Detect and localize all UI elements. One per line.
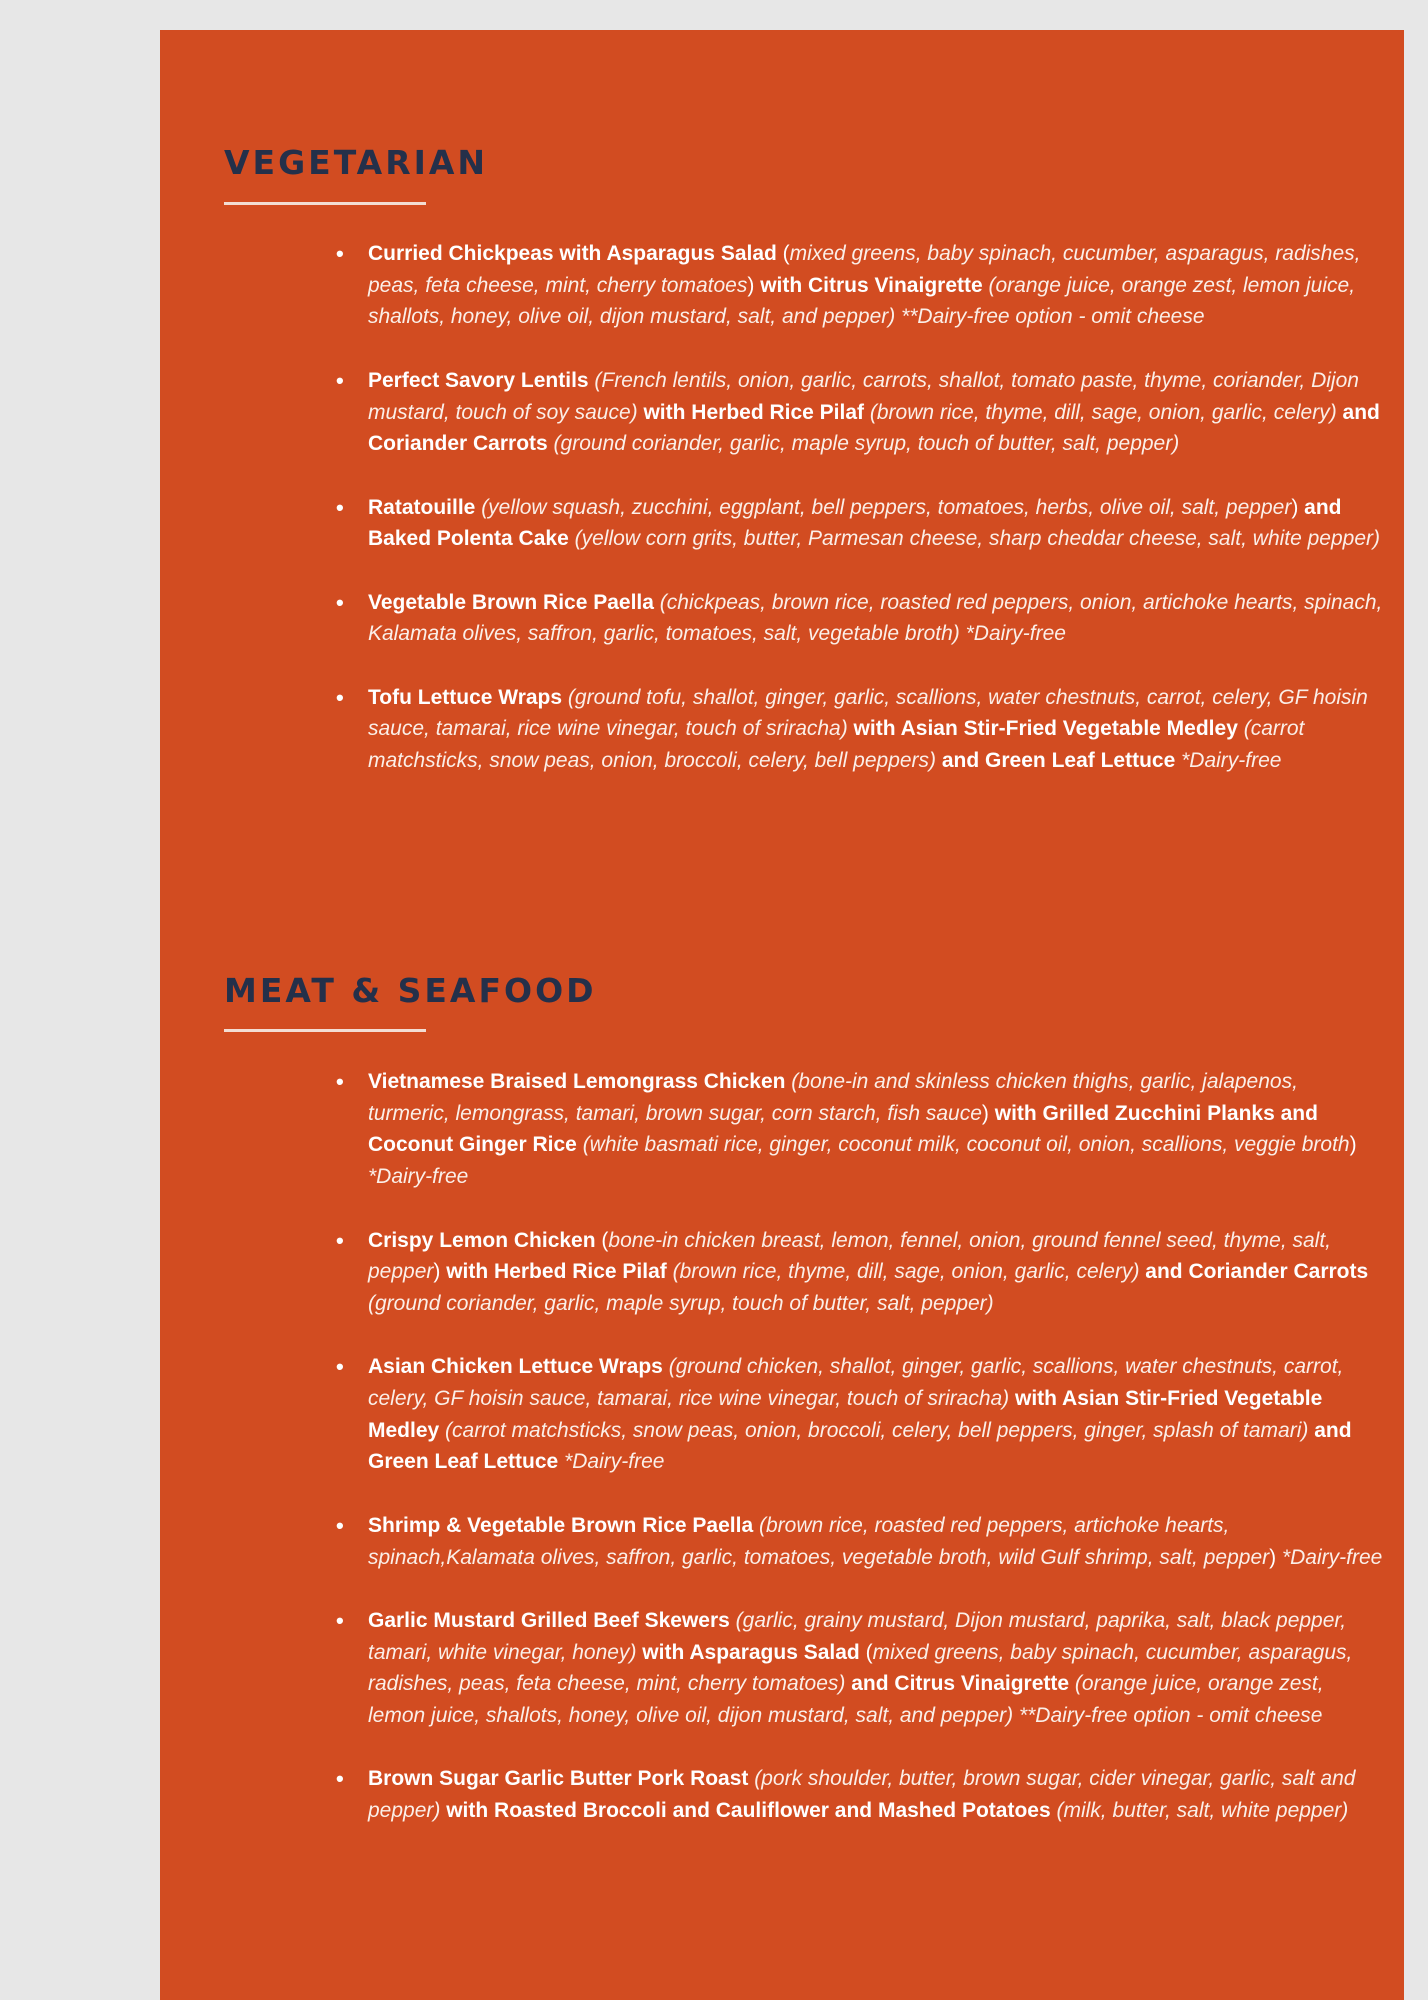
dish-name: and Green Leaf Lettuce [936,749,1176,773]
dish-name: with Herbed Rice Pilaf [446,1260,667,1284]
bullet-icon: • [336,1227,344,1253]
punctuation: ) [1349,1133,1357,1157]
ingredients: (orange juice, orange zest, lemon juice, shallots, honey, olive oil, dijon mustard, salt, and pepper) **Dairy-free option - omit cheese [368,1672,1324,1727]
punctuation: ) [981,1101,995,1125]
section-divider [224,1029,426,1032]
ingredients: (pork shoulder, butter, brown sugar, cider vinegar, garlic, salt and pepper) [368,1767,1356,1823]
dish-name: Perfect Savory Lentils [368,368,589,392]
dish-name: and Coriander Carrots [1139,1260,1369,1284]
menu-item-description [368,1070,1357,1188]
dish-name: and Green Leaf Lettuce [368,1418,1352,1474]
dish-name: Curried Chickpeas with Asparagus Salad [368,242,777,265]
ingredients: (brown rice, thyme, dill, sage, onion, garlic, celery) [666,1260,1140,1284]
menu-item [336,238,1384,333]
punctuation: ) [747,273,761,297]
menu-page [160,30,1404,2000]
dish-name: Tofu Lettuce Wraps [368,685,563,709]
dish-name: Garlic Mustard Grilled Beef Skewers [368,1608,730,1632]
dish-name: Vietnamese Braised Lemongrass Chicken [368,1070,786,1093]
menu-item-description [368,369,1380,455]
dish-name: with Asian Stir-Fried Vegetable Medley [368,1387,1323,1442]
dish-name: and Coriander Carrots [368,400,1380,456]
ingredients: (milk, butter, salt, white pepper) [1050,1799,1349,1823]
dish-name: and Citrus Vinaigrette [845,1672,1070,1696]
menu-item [336,1225,1384,1320]
bullet-icon: • [336,1354,344,1380]
dish-name: with Roasted Broccoli and Cauliflower and Mashed Potatoes [440,1799,1051,1823]
menu-item-description [368,1355,1352,1473]
menu-item-description [368,591,1382,646]
ingredients: *Dairy-free [1175,749,1282,773]
ingredients: *Dairy-free [1281,1545,1383,1569]
dish-name: with Asian Stir-Fried Vegetable Medley [847,717,1238,741]
menu-item [336,492,1384,555]
ingredients: (brown rice, thyme, dill, sage, onion, garlic, celery) [864,400,1337,424]
punctuation: ( [595,1228,609,1252]
menu-item [336,682,1384,777]
menu-item [336,1066,1384,1193]
dish-name: Vegetable Brown Rice Paella [368,590,654,614]
menu-item [336,1510,1384,1573]
menu-item [336,587,1384,650]
dish-name: Asian Chicken Lettuce Wraps [368,1355,663,1379]
punctuation: ) [433,1260,447,1284]
vegetarian-list [336,238,1384,777]
ingredients: (ground tofu, shallot, ginger, garlic, scallions, water chestnuts, carrot, celery, GF hoisin sauce, tamarai, rice wine vinegar, touch of sriracha) [368,685,1368,741]
ingredients: mixed greens, baby spinach, cucumber, asparagus, radishes, peas, feta cheese, mint, cherry tomatoes) [368,1640,1353,1696]
ingredients: (French lentils, onion, garlic, carrots, shallot, tomato paste, thyme, coriander, Dijon mustard, touch of soy sauce) [368,368,1359,424]
menu-item-description [368,1767,1355,1822]
punctuation: ( [776,242,790,265]
bullet-icon: • [336,684,344,710]
ingredients: (carrot matchsticks, snow peas, onion, broccoli, celery, bell peppers, ginger, splash of tamari) [439,1418,1309,1442]
dish-name: and Baked Polenta Cake [368,495,1342,551]
dish-name: Brown Sugar Garlic Butter Pork Roast [368,1767,749,1791]
menu-item [336,1763,1384,1826]
ingredients: (white basmati rice, ginger, coconut milk, coconut oil, onion, scallions, veggie broth [576,1133,1350,1157]
meat-seafood-list [336,1066,1384,1827]
bullet-icon: • [336,367,344,393]
menu-item-description [368,1609,1352,1727]
menu-item [336,1351,1384,1478]
menu-item-description [368,1229,1368,1315]
bullet-icon: • [336,1607,344,1633]
bullet-icon: • [336,241,344,266]
menu-item-description [368,686,1368,772]
menu-item-description [368,242,1361,328]
dish-name: Ratatouille [368,495,476,519]
ingredients: *Dairy-free [558,1450,665,1474]
ingredients: (ground coriander, garlic, maple syrup, touch of butter, salt, pepper) [368,1291,994,1315]
ingredients: (yellow corn grits, butter, Parmesan cheese, sharp cheddar cheese, salt, white pepper) [568,527,1381,551]
ingredients: (bone-in and skinless chicken thighs, garlic, jalapenos, turmeric, lemongrass, tamari, brown sugar, corn starch, fish sauce [368,1070,1298,1125]
menu-item-description [368,496,1380,551]
ingredients: (ground chicken, shallot, ginger, garlic, scallions, water chestnuts, carrot, celery, GF hoisin sauce, tamarai, rice wine vinegar, touch of sriracha) [368,1355,1344,1410]
dish-name: Shrimp & Vegetable Brown Rice Paella [368,1513,754,1537]
ingredients: (brown rice, roasted red peppers, artichoke hearts, spinach,Kalamata olives, saffron, garlic, tomatoes, vegetable broth, wild Gulf shrimp, salt, pepper [368,1513,1270,1569]
dish-name: with Grilled Zucchini Planks and Coconut Ginger Rice [368,1101,1318,1157]
bullet-icon: • [336,1512,344,1538]
ingredients: (orange juice, orange zest, lemon juice, shallots, honey, olive oil, dijon mustard, salt, and pepper) **Dairy-free option - omit cheese [368,273,1356,329]
bullet-icon: • [336,494,344,520]
ingredients: (chickpeas, brown rice, roasted red peppers, onion, artichoke hearts, spinach, Kalamata olives, saffron, garlic, tomatoes, salt, vegetable broth) *Dairy-free [368,590,1383,646]
dish-name: with Asparagus Salad [636,1640,860,1664]
section-title-meat-seafood: MEAT & SEAFOOD [224,971,597,1010]
ingredients: (carrot matchsticks, snow peas, onion, broccoli, celery, bell peppers) [368,717,1305,773]
ingredients: bone-in chicken breast, lemon, fennel, onion, ground fennel seed, thyme, salt, pepper [368,1228,1332,1284]
menu-item [336,365,1384,460]
bullet-icon: • [336,589,344,615]
dish-name: Crispy Lemon Chicken [368,1228,596,1252]
ingredients: (ground coriander, garlic, maple syrup, touch of butter, salt, pepper) [547,432,1180,456]
ingredients: (garlic, grainy mustard, Dijon mustard, paprika, salt, black pepper, tamari, white vinegar, honey) [368,1608,1347,1664]
ingredients: (yellow squash, zucchini, eggplant, bell peppers, tomatoes, herbs, olive oil, salt, pepper [475,495,1292,519]
ingredients: mixed greens, baby spinach, cucumber, asparagus, radishes, peas, feta cheese, mint, cherry tomatoes [368,242,1361,297]
bullet-icon: • [336,1766,344,1792]
punctuation: ( [859,1640,873,1664]
ingredients: *Dairy-free [368,1165,469,1189]
punctuation: ) [1269,1545,1282,1569]
bullet-icon: • [336,1069,344,1094]
menu-item-description [368,1514,1382,1569]
dish-name: with Citrus Vinaigrette [760,273,983,297]
punctuation: ) [1291,495,1305,519]
section-title-vegetarian: VEGETARIAN [224,143,489,182]
section-divider [224,202,426,205]
menu-item [336,1605,1384,1732]
dish-name: with Herbed Rice Pilaf [637,400,865,424]
